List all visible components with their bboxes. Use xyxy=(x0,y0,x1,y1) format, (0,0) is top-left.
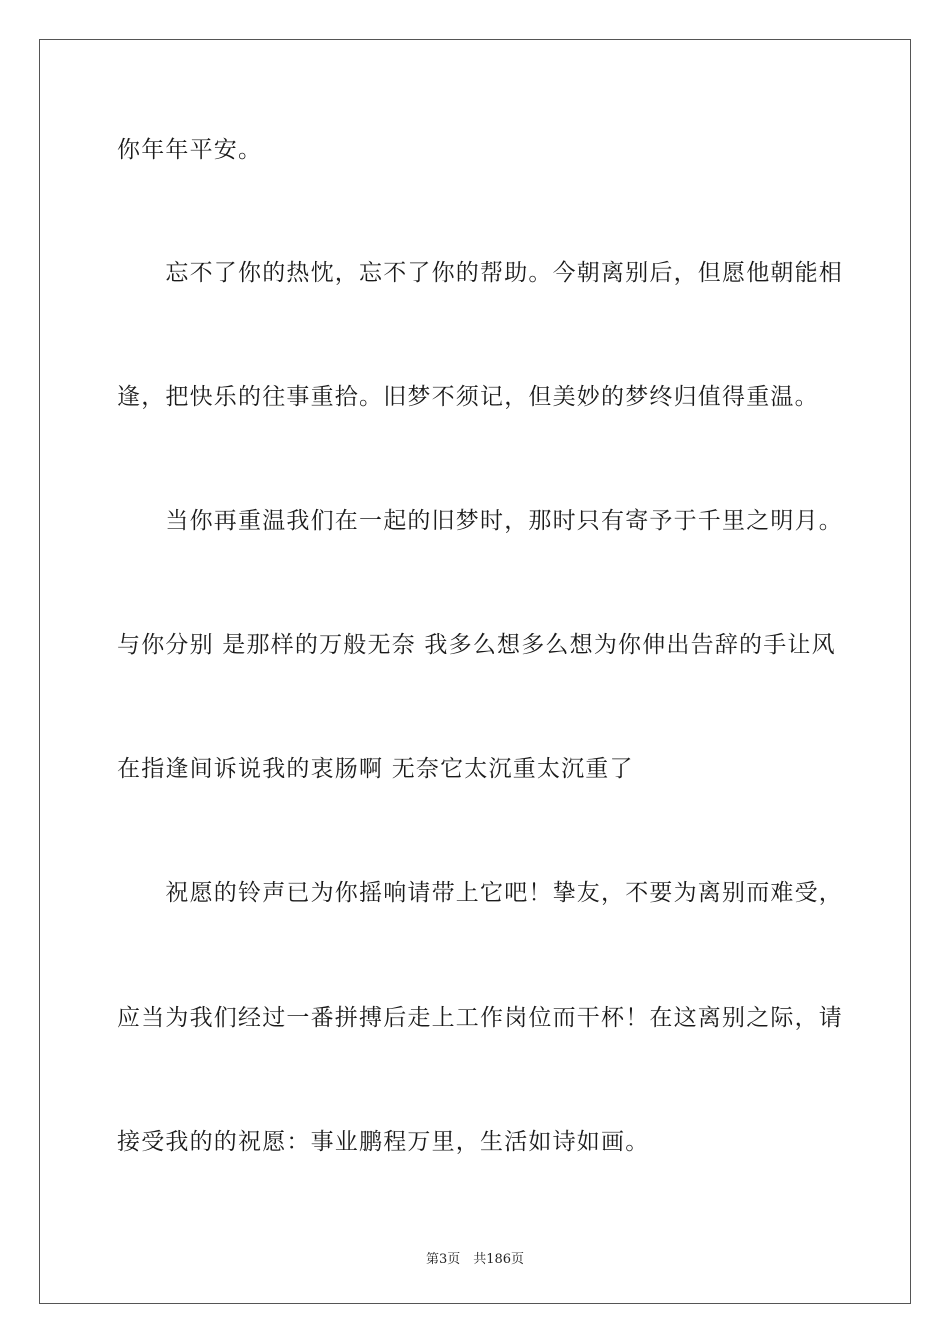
text-line: 祝愿的铃声已为你摇响请带上它吧！挚友，不要为离别而难受， xyxy=(117,880,843,906)
text-line: 应当为我们经过一番拼搏后走上工作岗位而干杯！在这离别之际，请 xyxy=(117,1005,843,1031)
text-line: 当你再重温我们在一起的旧梦时，那时只有寄予于千里之明月。 xyxy=(117,508,843,534)
text-line: 你年年平安。 xyxy=(117,137,263,163)
text-line: 接受我的的祝愿：事业鹏程万里，生活如诗如画。 xyxy=(117,1129,650,1155)
page-border xyxy=(39,39,911,1304)
text-line: 与你分别 是那样的万般无奈 我多么想多么想为你伸出告辞的手让风 xyxy=(117,632,836,658)
text-line: 在指逢间诉说我的衷肠啊 无奈它太沉重太沉重了 xyxy=(117,756,634,782)
text-line: 忘不了你的热忱，忘不了你的帮助。今朝离别后，但愿他朝能相 xyxy=(117,260,843,286)
text-line: 逢，把快乐的往事重拾。旧梦不须记，但美妙的梦终归值得重温。 xyxy=(117,384,819,410)
page-number-footer: 第3页 共186页 xyxy=(425,1252,525,1267)
